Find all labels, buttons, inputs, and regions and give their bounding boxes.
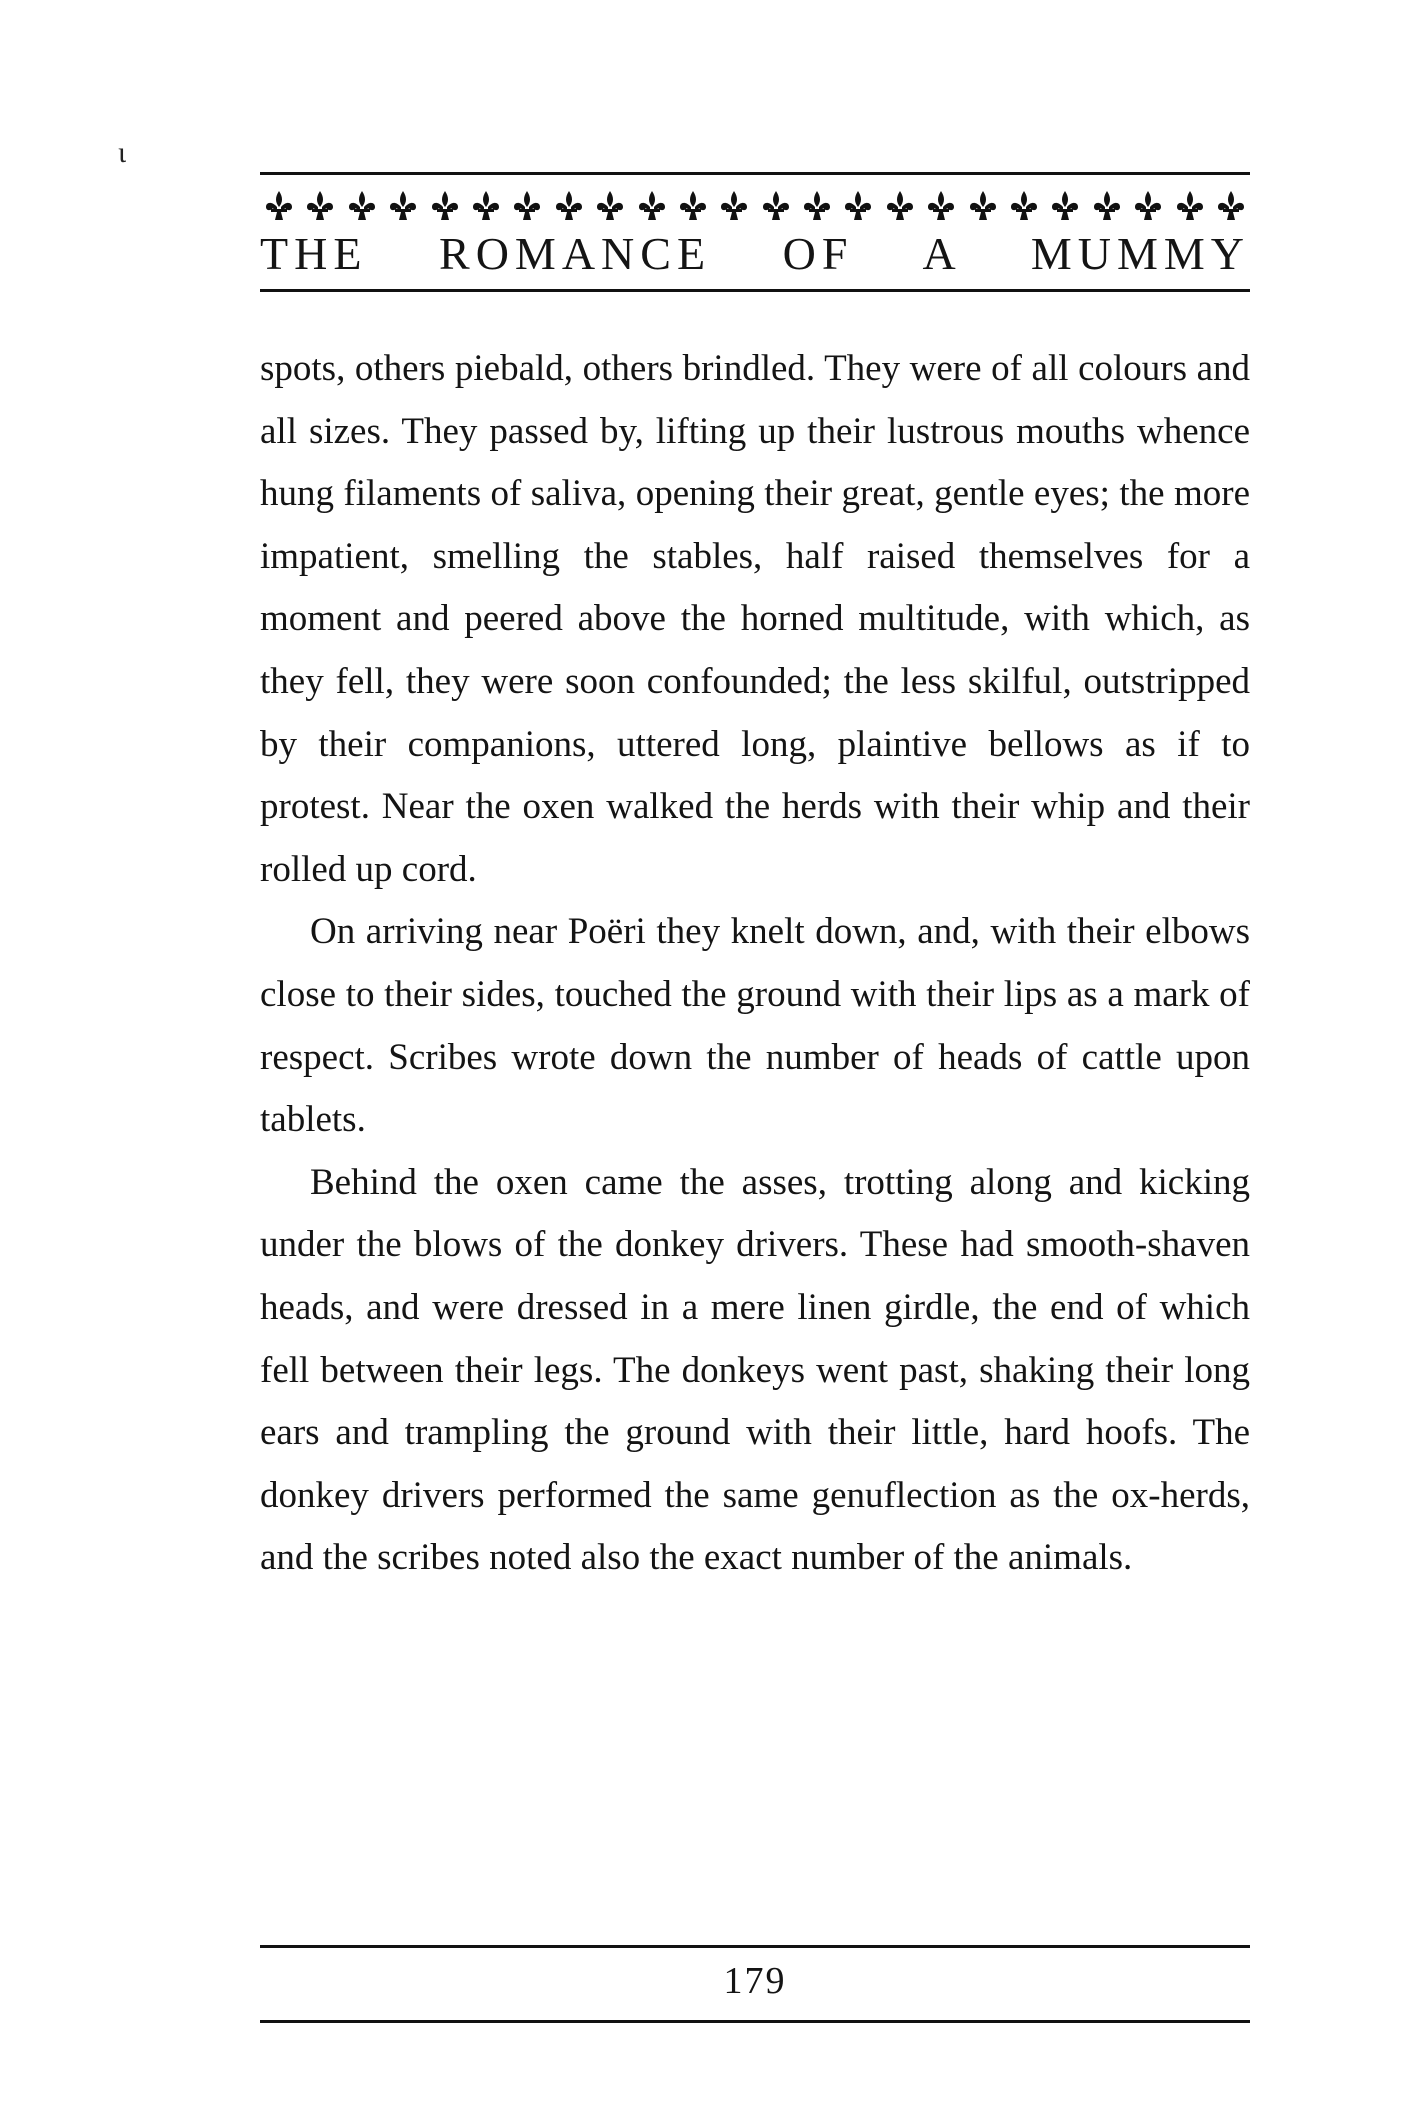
fleur-de-lis-icon — [1131, 189, 1165, 223]
body-text — [260, 338, 1250, 1590]
page-header — [260, 172, 1250, 292]
fleur-de-lis-icon — [635, 189, 669, 223]
fleur-de-lis-icon — [345, 189, 379, 223]
fleur-de-lis-icon — [883, 189, 917, 223]
paragraph-2: On arriving near Poëri they knelt down, and, with their elbows close to their sides, touched the ground with their lips as a mark of respect. Scribes wrote down the number of heads of cattle upon tablets. — [260, 911, 1250, 1141]
stray-mark: ɩ — [118, 136, 127, 169]
fleur-de-lis-icon — [1048, 189, 1082, 223]
fleur-de-lis-icon — [1007, 189, 1041, 223]
fleur-de-lis-icon — [469, 189, 503, 223]
fleur-de-lis-icon — [841, 189, 875, 223]
ornament-row — [260, 189, 1250, 223]
running-title: THE ROMANCE OF A MUMMY — [260, 228, 1250, 279]
fleur-de-lis-icon — [966, 189, 1000, 223]
fleur-de-lis-icon — [800, 189, 834, 223]
paragraph-1: spots, others piebald, others brindled. They were of all colours and all sizes. They passed by, lifting up their lustrous mouths whence hung filaments of saliva, opening their great, gentle eyes; the more impatient, smelling the stables, half raised themselves for a moment and peered above the horned multitude, with which, as they fell, they were soon confounded; the less skilful, outstripped by their companions, uttered long, plaintive bellows as if to protest. Near the oxen walked the herds with their whip and their rolled up cord. — [260, 348, 1250, 890]
fleur-de-lis-icon — [386, 189, 420, 223]
paragraph-3: Behind the oxen came the asses, trotting along and kicking under the blows of the donkey drivers. These had smooth-shaven heads, and were dressed in a mere linen girdle, the end of which fell between their legs. The donkeys went past, shaking their long ears and trampling the ground with their little, hard hoofs. The donkey drivers performed the same genuflection as the ox-herds, and the scribes noted also the exact number of the animals. — [260, 1161, 1250, 1579]
fleur-de-lis-icon — [1090, 189, 1124, 223]
fleur-de-lis-icon — [552, 189, 586, 223]
fleur-de-lis-icon — [676, 189, 710, 223]
page-footer — [260, 1945, 1250, 2023]
fleur-de-lis-icon — [303, 189, 337, 223]
fleur-de-lis-icon — [924, 189, 958, 223]
fleur-de-lis-icon — [1173, 189, 1207, 223]
fleur-de-lis-icon — [428, 189, 462, 223]
fleur-de-lis-icon — [717, 189, 751, 223]
fleur-de-lis-icon — [1214, 189, 1248, 223]
fleur-de-lis-icon — [759, 189, 793, 223]
header-bottom-rule — [260, 289, 1250, 292]
fleur-de-lis-icon — [262, 189, 296, 223]
page-number: 179 — [723, 1960, 787, 2002]
fleur-de-lis-icon — [510, 189, 544, 223]
header-top-rule — [260, 172, 1250, 175]
footer-bottom-rule — [260, 2020, 1250, 2023]
fleur-de-lis-icon — [593, 189, 627, 223]
